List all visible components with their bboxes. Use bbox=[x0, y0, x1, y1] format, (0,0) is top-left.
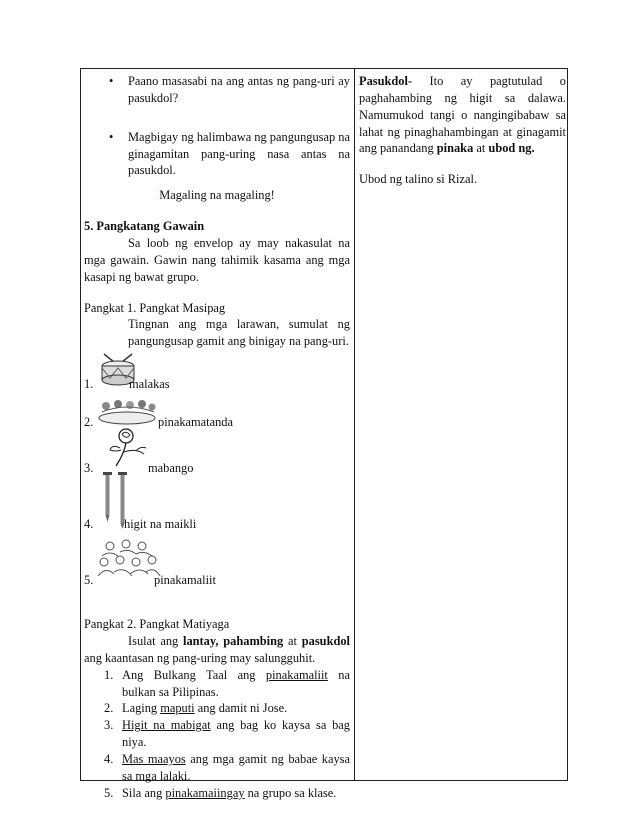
exercise-item: 5. Sila ang pinakamaiingay na grupo sa klase. bbox=[104, 785, 337, 800]
exercise-item: 2. Laging maputi ang damit ni Jose. bbox=[104, 701, 288, 716]
picture-number: 3. bbox=[84, 461, 94, 476]
exercise-list bbox=[84, 667, 350, 802]
group2-instructions: Isulat ang lantay, pahambing at pasukdol ang kaantasan ng pang-uring may salungguhit. bbox=[84, 634, 350, 665]
group1-title: Pangkat 1. Pangkat Masipag bbox=[84, 300, 226, 315]
picture-word: pinakamatanda bbox=[158, 415, 233, 430]
bullet-question-2: • Magbigay ng halimbawa ng pangungusap na ginagamitan pang-uring nasa antas na pasukdol. bbox=[84, 129, 350, 180]
picture-number: 4. bbox=[84, 517, 94, 532]
section-body: Sa loob ng envelop ay may nakasulat na mga gawain. Gawin nang tahimik kasama ang mga kasapi ng bawat grupo. bbox=[84, 236, 350, 284]
picture-word: higit na maikli bbox=[124, 517, 197, 532]
left-column bbox=[84, 73, 350, 802]
picture-word: mabango bbox=[148, 461, 194, 476]
group1-instructions: Tingnan ang mga larawan, sumulat ng pangungusap gamit ang binigay na pang-uri. bbox=[128, 317, 350, 349]
exercise-item: 1. Ang Bulkang Taal ang pinakamaliit na bulkan sa Pilipinas. bbox=[104, 667, 350, 699]
lesson-table bbox=[80, 68, 568, 800]
rose-icon bbox=[106, 426, 150, 468]
example-sentence: Magaling na magaling! bbox=[159, 188, 275, 203]
group2-title: Pangkat 2. Pangkat Matiyaga bbox=[84, 617, 230, 632]
picture-list bbox=[84, 350, 350, 590]
pasukdol-definition: Pasukdol- Ito ay pagtutulad o paghahambing ng higit sa dalawa. Namumukod tangi o nangingibabaw sa lahat ng pinaghahambingan at ginagamit ang panandang pinaka at ubod ng. bbox=[359, 74, 566, 156]
picture-number: 2. bbox=[84, 415, 94, 430]
picture-number: 1. bbox=[84, 377, 94, 392]
section-title: 5. Pangkatang Gawain bbox=[84, 219, 205, 234]
column-divider bbox=[354, 69, 355, 780]
exercise-item: 3. Higit na mabigat ang bag ko kaysa sa bag niya. bbox=[104, 718, 351, 750]
pasukdol-example: Ubod ng talino si Rizal. bbox=[359, 172, 478, 187]
group-people-icon bbox=[96, 538, 162, 582]
picture-number: 5. bbox=[84, 573, 94, 588]
exercise-item: 4. Mas maayos ang mga gamit ng babae kaysa sa mga lalaki. bbox=[104, 752, 350, 783]
picture-word: pinakamaliit bbox=[154, 573, 216, 588]
family-dinner-icon bbox=[96, 398, 158, 426]
bullet-question-1: • Paano masasabi na ang antas ng pang-uri ay pasukdol? bbox=[84, 73, 350, 107]
picture-word: malakas bbox=[129, 377, 170, 392]
right-column bbox=[359, 73, 566, 188]
